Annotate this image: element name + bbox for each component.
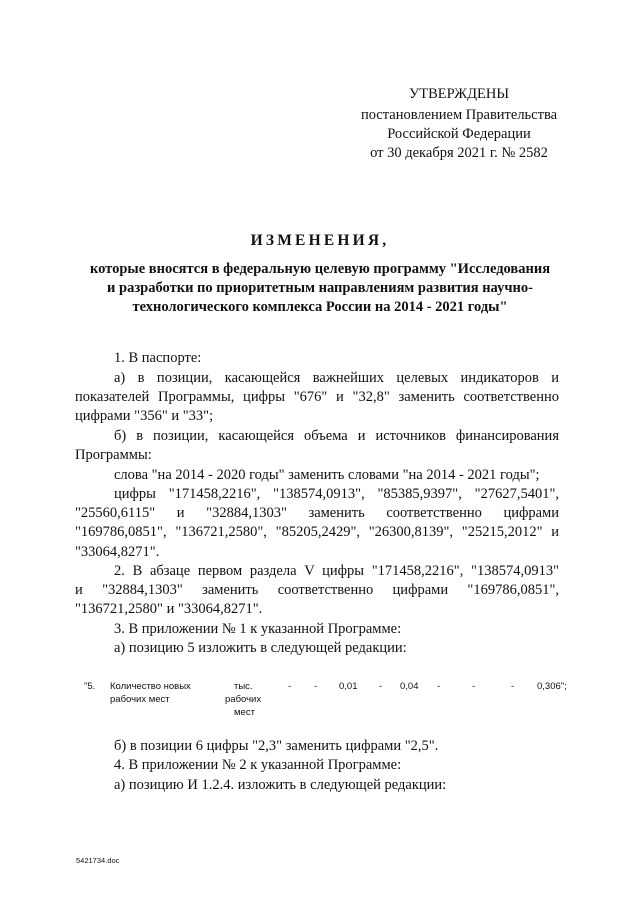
paragraph-line: а) позицию И 1.2.4. изложить в следующей редакции:: [114, 777, 447, 793]
table-cell: 0,306";: [537, 681, 567, 692]
table-cell: -: [314, 681, 318, 692]
table-row-name: Количество новых: [110, 681, 191, 692]
paragraph-line: б) в позиции 6 цифры "2,3" заменить цифрами "2,5".: [114, 738, 439, 754]
paragraph-line: цифрами "356" и "33";: [75, 408, 214, 424]
document-title: ИЗМЕНЕНИЯ,: [250, 232, 390, 249]
table-cell: -: [379, 681, 383, 692]
paragraph-line: "169786,0851", "136721,2580", "85205,2429", "26300,8139", "25215,2012" и: [75, 524, 559, 540]
paragraph-line: цифры "171458,2216", "138574,0913", "85385,9397", "27627,5401",: [114, 486, 559, 502]
approval-line: Российской Федерации: [387, 126, 531, 142]
approval-date: от 30 декабря 2021 г. № 2582: [370, 145, 548, 161]
approval-line: постановлением Правительства: [360, 107, 558, 123]
approval-title: УТВЕРЖДЕНЫ: [408, 86, 510, 102]
document-subtitle: которые вносятся в федеральную целевую программу "Исследования: [89, 261, 551, 277]
table-cell: 0,04: [400, 681, 419, 692]
paragraph-line: "25560,6115" и "32884,1303" заменить соответственно цифрами: [75, 505, 559, 521]
paragraph-line: 1. В паспорте:: [114, 350, 202, 366]
table-cell: -: [472, 681, 476, 692]
table-cell: -: [288, 681, 292, 692]
paragraph-line: 3. В приложении № 1 к указанной Программе:: [114, 621, 402, 637]
table-row-unit: рабочих: [225, 694, 262, 705]
table-row-unit: мест: [234, 707, 255, 718]
paragraph-line: б) в позиции, касающейся объема и источников финансирования: [114, 428, 559, 444]
table-cell: -: [511, 681, 515, 692]
paragraph-line: а) позицию 5 изложить в следующей редакции:: [114, 640, 407, 656]
paragraph-line: "33064,8271".: [75, 544, 160, 560]
document-subtitle: и разработки по приоритетным направлениям развития научно-: [107, 280, 533, 296]
table-cell: -: [437, 681, 441, 692]
paragraph-line: Программы:: [75, 447, 152, 463]
paragraph-line: 2. В абзаце первом раздела V цифры "171458,2216", "138574,0913": [114, 563, 559, 579]
paragraph-line: показателей Программы, цифры "676" и "32,8" заменить соответственно: [75, 389, 559, 405]
table-row-number: "5.: [84, 681, 96, 692]
document-subtitle: технологического комплекса России на 2014 - 2021 годы": [132, 299, 508, 315]
paragraph-line: и "32884,1303" заменить соответственно цифрами "169786,0851",: [75, 582, 559, 598]
paragraph-line: "136721,2580" и "33064,8271".: [75, 601, 263, 617]
paragraph-line: 4. В приложении № 2 к указанной Программе:: [114, 757, 402, 773]
document-code: 5421734.doc: [76, 856, 120, 865]
table-cell: 0,01: [339, 681, 358, 692]
table-row-name: рабочих мест: [110, 694, 170, 705]
paragraph-line: слова "на 2014 - 2020 годы" заменить словами "на 2014 - 2021 годы";: [114, 467, 540, 483]
paragraph-line: а) в позиции, касающейся важнейших целевых индикаторов и: [114, 370, 559, 386]
table-row-unit: тыс.: [234, 681, 253, 692]
